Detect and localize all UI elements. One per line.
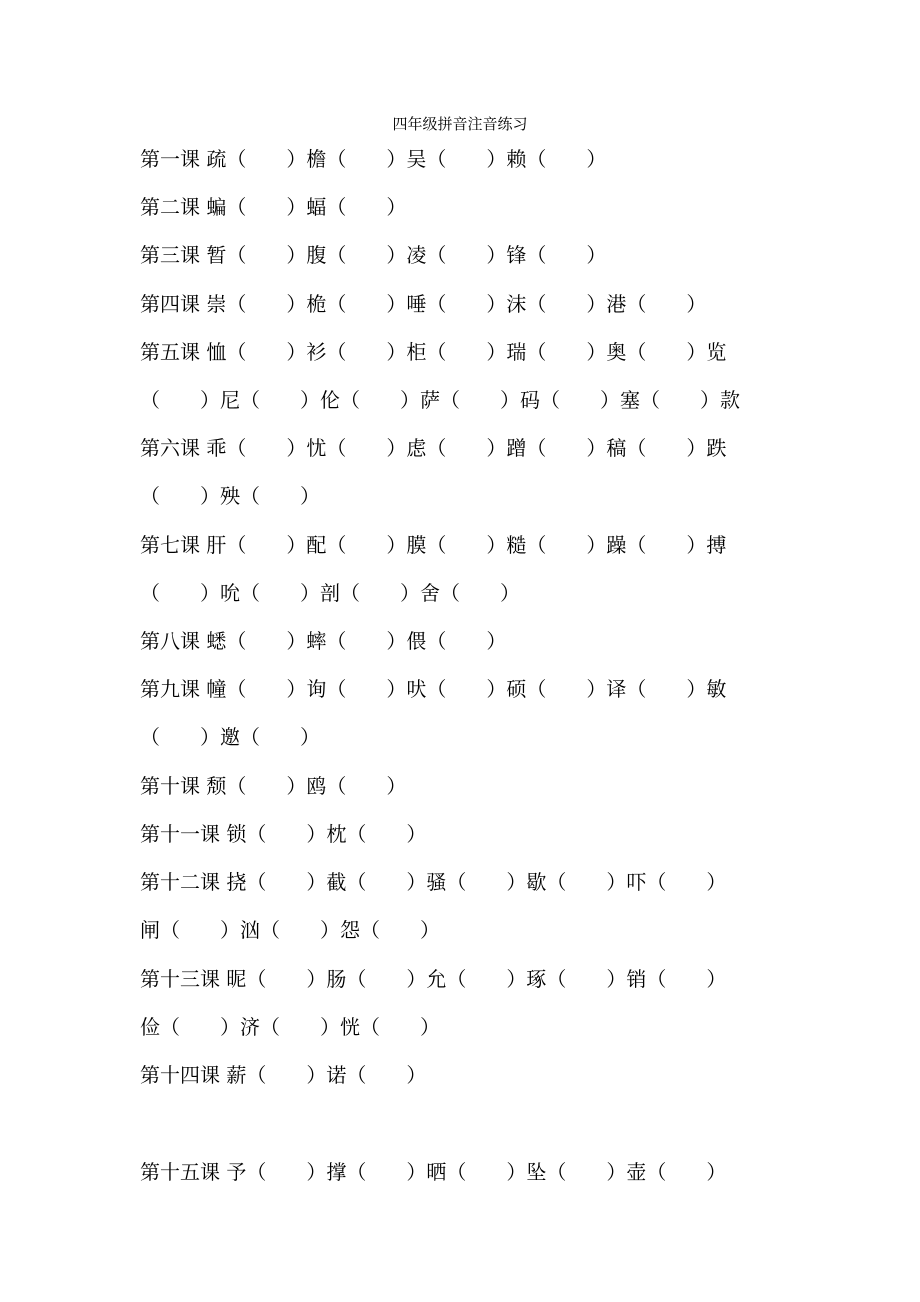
exercise-line: 第一课 疏（ ）檐（ ）吴（ ）赖（ ）: [140, 147, 607, 171]
exercise-line: 第九课 幢（ ）询（ ）吠（ ）硕（ ）译（ ）敏: [140, 677, 727, 701]
exercise-line: （ ）邀（ ）: [140, 725, 320, 749]
exercise-line: 闸（ ）汹（ ）怨（ ）: [140, 918, 440, 942]
exercise-line: （ ）尼（ ）伦（ ）萨（ ）码（ ）塞（ ）款: [140, 388, 740, 412]
page-title: 四年级拼音注音练习: [392, 115, 528, 133]
exercise-line: 第六课 乖（ ）忧（ ）虑（ ）蹭（ ）稿（ ）跌: [140, 436, 727, 460]
exercise-line: 第二课 蝙（ ）蝠（ ）: [140, 195, 407, 219]
exercise-line: 俭（ ）济（ ）恍（ ）: [140, 1015, 440, 1039]
exercise-line: 第十四课 薪（ ）诺（ ）: [140, 1063, 427, 1087]
exercise-line: 第七课 肝（ ）配（ ）膜（ ）糙（ ）躁（ ）搏: [140, 533, 727, 557]
exercise-line: 第十三课 昵（ ）肠（ ）允（ ）琢（ ）销（ ）: [140, 967, 727, 991]
exercise-line: 第八课 蟋（ ）蟀（ ）偎（ ）: [140, 629, 507, 653]
exercise-line: （ ）吮（ ）剖（ ）舍（ ）: [140, 581, 520, 605]
exercise-line: 第三课 暂（ ）腹（ ）凌（ ）锋（ ）: [140, 243, 607, 267]
exercise-line: （ ）殃（ ）: [140, 484, 320, 508]
exercise-line: 第十一课 锁（ ）枕（ ）: [140, 822, 427, 846]
exercise-line: 第十五课 予（ ）撑（ ）晒（ ）坠（ ）壶（ ）: [140, 1160, 727, 1184]
exercise-line: 第十课 颓（ ）鸥（ ）: [140, 774, 407, 798]
exercise-line: 第四课 崇（ ）桅（ ）唾（ ）沫（ ）港（ ）: [140, 292, 707, 316]
exercise-line: 第五课 恤（ ）衫（ ）柜（ ）瑞（ ）奥（ ）览: [140, 340, 727, 364]
exercise-line: 第十二课 挠（ ）截（ ）骚（ ）歇（ ）吓（ ）: [140, 870, 727, 894]
